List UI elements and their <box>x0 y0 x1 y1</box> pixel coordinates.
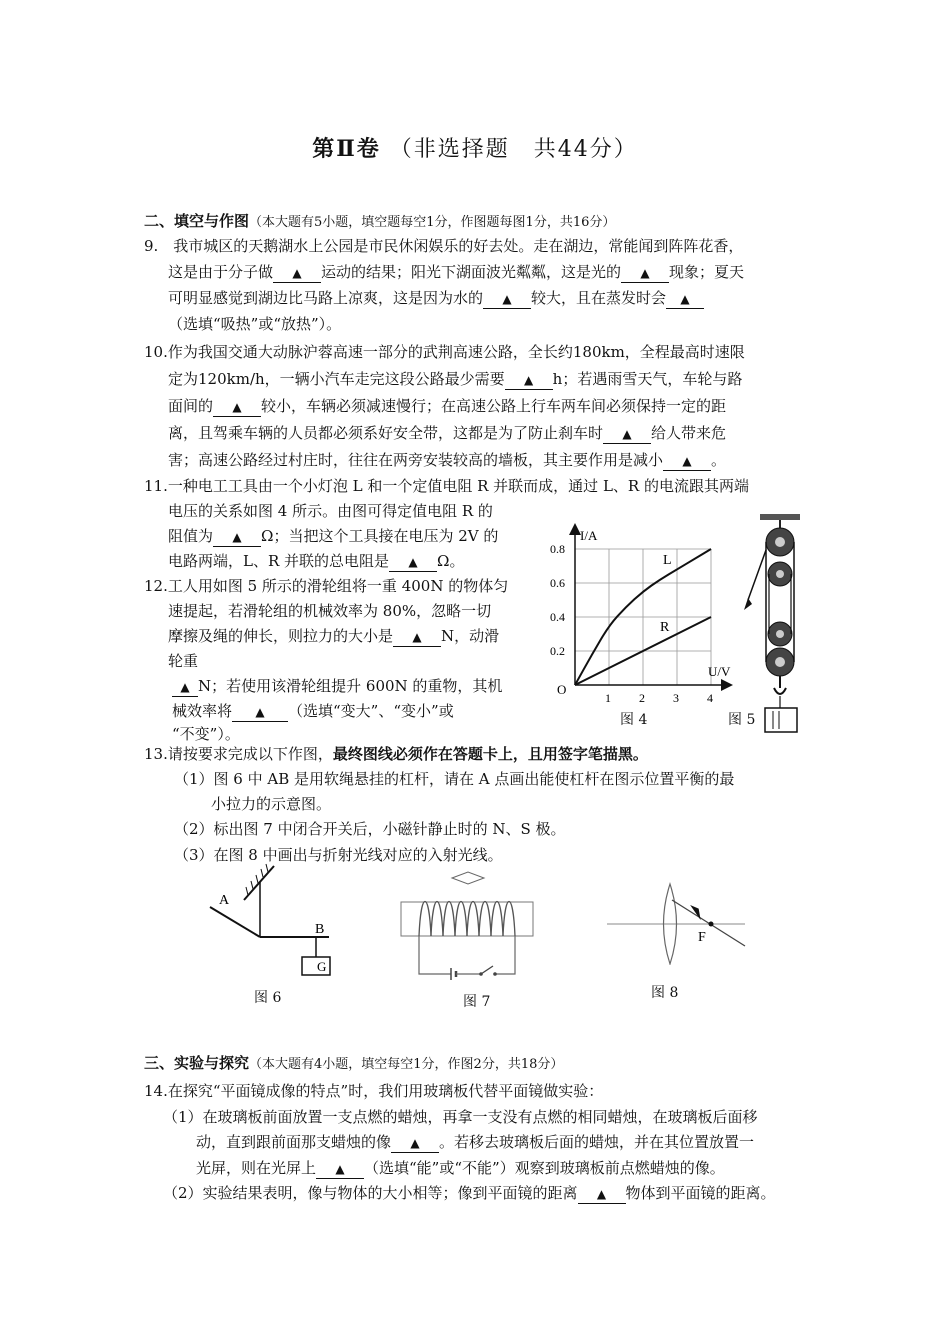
answer-blank[interactable]: ▲ <box>603 424 651 444</box>
fig5-hook <box>774 676 786 694</box>
fig7-compass-needle <box>452 872 484 884</box>
answer-blank[interactable]: ▲ <box>391 1133 439 1153</box>
fig5-caption: 图 5 <box>728 712 756 728</box>
fig4-xtick-label: 1 <box>605 691 611 705</box>
title-main: 第Ⅱ卷 <box>312 136 381 162</box>
q9-line1: 9. 我市城区的天鹅湖水上公园是市民休闲娱乐的好去处。走在湖边，常能闻到阵阵花香， <box>144 237 744 255</box>
fig5-pull-rope <box>748 550 766 600</box>
fig8-label-F: F <box>698 930 706 945</box>
fig6-lever <box>200 862 345 982</box>
fig7-solenoid <box>395 866 540 986</box>
answer-blank[interactable]: ▲ <box>621 263 669 283</box>
fig8-refracted-ray <box>672 900 745 946</box>
fig4-caption: 图 4 <box>620 712 648 728</box>
q12-line5: ▲ N；若使用该滑轮组提升 600N 的重物，其机 <box>172 673 502 699</box>
q13-part2: （2）标出图 7 中闭合开关后，小磁针静止时的 N、S 极。 <box>174 820 566 838</box>
answer-blank[interactable]: ▲ <box>578 1184 626 1204</box>
fig5-ceiling <box>760 514 800 520</box>
fig4-label-L: L <box>663 553 672 568</box>
answer-blank[interactable]: ▲ <box>232 702 288 722</box>
answer-blank[interactable]: ▲ <box>172 677 198 697</box>
fig4-ytick-label: 0.2 <box>550 644 565 658</box>
q14-part1-line2: 动，直到跟前面那支蜡烛的像 ▲ 。若移去玻璃板后面的蜡烛，并在其位置放置一 <box>196 1133 755 1151</box>
q12-line1: 12.工人用如图 5 所示的滑轮组将一重 400N 的物体匀 <box>144 577 509 595</box>
fig6-label-B: B <box>315 922 325 937</box>
section2-note: （本大题有5小题，填空题每空1分，作图题每图1分，共16分） <box>249 215 616 230</box>
answer-blank[interactable]: ▲ <box>483 289 531 309</box>
q13-part1-cont: 小拉力的示意图。 <box>211 795 332 813</box>
q10-line5: 害；高速公路经过村庄时，往往在两旁安装较高的墙板，其主要作用是减小 ▲ 。 <box>168 451 727 469</box>
fig4-grid <box>575 549 711 685</box>
section3-note: （本大题有4小题，填空每空1分，作图2分，共18分） <box>249 1057 564 1072</box>
answer-blank[interactable]: ▲ <box>663 451 711 471</box>
answer-blank[interactable]: ▲ <box>213 397 261 417</box>
answer-blank[interactable]: ▲ <box>393 627 441 647</box>
fig4-xlabel: U/V <box>708 664 731 679</box>
q14-part2: （2）实验结果表明，像与物体的大小相等；像到平面镜的距离 ▲ 物体到平面镜的距离。 <box>163 1184 776 1202</box>
q9-line4: （选填“吸热”或“放热”）。 <box>168 315 342 333</box>
q14-part1-line1: （1）在玻璃板前面放置一支点燃的蜡烛，再拿一支没有点燃的相同蜡烛，在玻璃板后面移 <box>163 1108 758 1126</box>
q9-line2: 这是由于分子做 ▲ 运动的结果；阳光下湖面波光粼粼，这是光的 ▲ 现象；夏天 <box>168 263 745 281</box>
answer-blank[interactable]: ▲ <box>505 370 553 390</box>
section3-heading: 三、实验与探究 <box>144 1054 250 1072</box>
fig8-lens <box>605 880 750 965</box>
fig7-switch <box>481 966 493 974</box>
paper-title <box>0 132 950 163</box>
q11-line1: 11.一种电工工具由一个小灯泡 L 和一个定值电阻 R 并联而成，通过 L、R 的电流跟其两端 <box>144 477 749 495</box>
fig4-ytick-label: 0.6 <box>550 576 565 590</box>
fig8-focus-point <box>709 922 714 927</box>
fig4-origin: O <box>557 682 567 697</box>
fig6-label-G: G <box>317 959 327 974</box>
fig4-xtick-label: 3 <box>673 691 679 705</box>
fig4-chart <box>548 520 738 730</box>
q9-line3: 可明显感觉到湖边比马路上凉爽，这是因为水的 ▲ 较大，且在蒸发时会 ▲ <box>168 285 704 311</box>
fig6-caption: 图 6 <box>254 990 282 1006</box>
answer-blank[interactable]: ▲ <box>389 552 437 572</box>
answer-blank[interactable]: ▲ <box>666 289 704 309</box>
q12-line3: 摩擦及绳的伸长，则拉力的大小是 ▲ N，动滑 <box>168 627 500 645</box>
q13-line1: 13.请按要求完成以下作图，最终图线必须作在答题卡上，且用签字笔描黑。 <box>144 745 648 763</box>
fig4-xtick-label: 4 <box>707 691 713 705</box>
q10-line1: 10.作为我国交通大动脉沪蓉高速一部分的武荆高速公路，全长约180km，全程最高时速限 <box>144 343 745 361</box>
fig5-load <box>765 708 797 732</box>
fig4-ylabel: I/A <box>580 528 598 543</box>
fig6-lever-left <box>210 907 260 937</box>
fig6-wall <box>244 866 274 900</box>
q10-line3: 面间的 ▲ 较小，车辆必须减速慢行；在高速公路上行车两车间必须保持一定的距 <box>168 397 727 415</box>
fig8-caption: 图 8 <box>651 985 679 1001</box>
answer-blank[interactable]: ▲ <box>316 1159 364 1179</box>
q13-part3: （3）在图 8 中画出与折射光线对应的入射光线。 <box>174 846 503 864</box>
fig7-caption: 图 7 <box>463 994 491 1010</box>
fig6-label-A: A <box>219 893 230 908</box>
answer-blank[interactable]: ▲ <box>213 527 261 547</box>
q14-part1-line3: 光屏，则在光屏上 ▲ （选填“能”或“不能”）观察到玻璃板前点燃蜡烛的像。 <box>196 1159 725 1177</box>
fig5-pulley <box>738 512 808 737</box>
fig4-ytick-label: 0.8 <box>550 542 565 556</box>
title-sub: （非选择题 共44分） <box>389 137 638 162</box>
q13-part1: （1）图 6 中 AB 是用软绳悬挂的杠杆，请在 A 点画出能使杠杆在图示位置平衡的最 <box>174 770 735 788</box>
q12-line4: 轮重 <box>168 652 199 670</box>
q14-line1: 14.在探究“平面镜成像的特点”时，我们用玻璃板代替平面镜做实验： <box>144 1082 604 1100</box>
fig4-ytick-label: 0.4 <box>550 610 565 624</box>
fig7-coil <box>419 902 515 937</box>
section3-heading-line <box>144 1050 563 1078</box>
fig4-xtick-label: 2 <box>639 691 645 705</box>
q12-line2: 速提起，若滑轮组的机械效率为 80%，忽略一切 <box>168 602 492 620</box>
section2-heading: 二、填空与作图 <box>144 212 250 230</box>
q10-line2: 定为120km/h，一辆小汽车走完这段公路最少需要 ▲ h；若遇雨雪天气，车轮与路 <box>168 370 743 388</box>
fig4-label-R: R <box>660 620 670 635</box>
q11-line2: 电压的关系如图 4 所示。由图可得定值电阻 R 的 <box>168 502 493 520</box>
section2-heading-line <box>144 208 615 236</box>
q12-line7: “不变”）。 <box>172 725 240 743</box>
answer-blank[interactable]: ▲ <box>273 263 321 283</box>
q11-line3: 阻值为 ▲ Ω；当把这个工具接在电压为 2V 的 <box>168 527 499 545</box>
q10-line4: 离，且驾乘车辆的人员都必须系好安全带，这都是为了防止刹车时 ▲ 给人带来危 <box>168 424 727 442</box>
fig5-pull-arrow <box>744 598 752 610</box>
q11-line4: 电路两端，L、R 并联的总电阻是 ▲ Ω。 <box>168 552 465 570</box>
q12-line6: 械效率将 ▲ （选填“变大”、“变小”或 <box>172 702 454 720</box>
